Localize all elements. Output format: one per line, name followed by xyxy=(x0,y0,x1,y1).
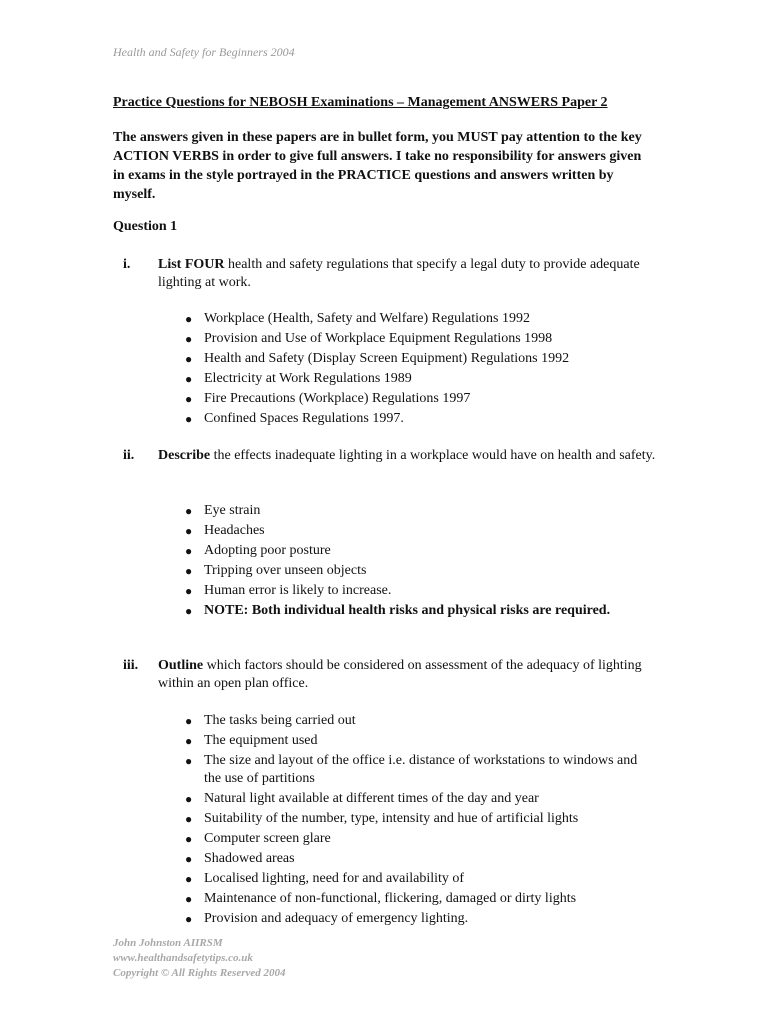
bullet-icon: ● xyxy=(185,754,193,768)
bullet-icon: ● xyxy=(185,352,193,366)
list-item: ● Health and Safety (Display Screen Equipment) Regulations 1992 xyxy=(185,351,570,366)
list-item: ● Maintenance of non-functional, flickering, damaged or dirty lights xyxy=(185,891,577,906)
list-item: ● Workplace (Health, Safety and Welfare) Regulations 1992 xyxy=(185,311,530,326)
bullet-icon: ● xyxy=(185,412,193,426)
bullet-icon: ● xyxy=(185,544,193,558)
bullet-icon: ● xyxy=(185,584,193,598)
list-item: ● Confined Spaces Regulations 1997. xyxy=(185,411,404,426)
list-item: ● Computer screen glare xyxy=(185,831,331,846)
footer-copyright: Copyright © All Rights Reserved 2004 xyxy=(113,967,286,979)
running-header: Health and Safety for Beginners 2004 xyxy=(113,45,295,59)
list-item: ● Adopting poor posture xyxy=(185,543,331,558)
subquestion-number: i. xyxy=(123,257,131,272)
list-item: ● Natural light available at different times of the day and year xyxy=(185,791,539,806)
bullet-icon: ● xyxy=(185,852,193,866)
bullet-icon: ● xyxy=(185,832,193,846)
list-item: ● Suitability of the number, type, intensity and hue of artificial lights xyxy=(185,811,579,826)
subquestion-body: health and safety regulations that specify a legal duty to provide adequate lighting at work. xyxy=(158,257,640,290)
list-item: ● Tripping over unseen objects xyxy=(185,563,367,578)
list-item-note: ● NOTE: Both individual health risks and physical risks are required. xyxy=(185,603,611,618)
bullet-icon: ● xyxy=(185,504,193,518)
subquestion-body: the effects inadequate lighting in a workplace would have on health and safety. xyxy=(210,448,656,463)
bullet-icon: ● xyxy=(185,812,193,826)
subquestion-body: which factors should be considered on assessment of the adequacy of lighting within an open plan office. xyxy=(158,658,642,691)
list-item: ● Provision and adequacy of emergency lighting. xyxy=(185,911,469,926)
subquestion-text xyxy=(158,657,658,693)
bullet-icon: ● xyxy=(185,312,193,326)
action-verb: Describe xyxy=(158,448,211,463)
bullet-icon: ● xyxy=(185,524,193,538)
list-item: ● Eye strain xyxy=(185,503,261,518)
subquestion-number: iii. xyxy=(123,658,139,673)
bullet-icon: ● xyxy=(185,372,193,386)
list-item: ● Fire Precautions (Workplace) Regulations 1997 xyxy=(185,391,471,406)
question-heading: Question 1 xyxy=(113,219,178,234)
running-footer xyxy=(113,936,286,981)
answer-list-1 xyxy=(185,310,655,430)
bullet-icon: ● xyxy=(185,564,193,578)
subquestion-number: ii. xyxy=(123,448,135,463)
bullet-icon: ● xyxy=(185,872,193,886)
bullet-icon: ● xyxy=(185,912,193,926)
bullet-icon: ● xyxy=(185,792,193,806)
footer-website-link[interactable]: www.healthandsafetytips.co.uk xyxy=(113,952,253,964)
list-item: ● The equipment used xyxy=(185,733,318,748)
subquestion-text xyxy=(158,447,658,465)
bullet-icon: ● xyxy=(185,604,193,618)
bullet-icon: ● xyxy=(185,734,193,748)
action-verb: List FOUR xyxy=(158,257,225,272)
list-item: ● Human error is likely to increase. xyxy=(185,583,392,598)
list-item: ● Electricity at Work Regulations 1989 xyxy=(185,371,412,386)
answer-list-3 xyxy=(185,712,655,930)
bullet-icon: ● xyxy=(185,392,193,406)
document-title: Practice Questions for NEBOSH Examinations – Management ANSWERS Paper 2 xyxy=(113,95,608,110)
bullet-icon: ● xyxy=(185,714,193,728)
answer-list-2 xyxy=(185,502,655,622)
list-item: ● Shadowed areas xyxy=(185,851,295,866)
list-item: ● Localised lighting, need for and availability of xyxy=(185,871,465,886)
list-item: ● Provision and Use of Workplace Equipment Regulations 1998 xyxy=(185,331,553,346)
bullet-icon: ● xyxy=(185,892,193,906)
list-item: ● The size and layout of the office i.e. distance of workstations to windows and the use of partitions xyxy=(185,753,638,786)
bullet-icon: ● xyxy=(185,332,193,346)
intro-paragraph: The answers given in these papers are in bullet form, you MUST pay attention to the key ACTION VERBS in order to give full answers. I take no responsibility for answers given in exams in the style portrayed in the PRACTICE questions and answers written by myself. xyxy=(113,130,642,202)
subquestion-text xyxy=(158,256,658,292)
footer-author: John Johnston AIIRSM xyxy=(113,937,223,949)
list-item: ● The tasks being carried out xyxy=(185,713,356,728)
list-item: ● Headaches xyxy=(185,523,265,538)
action-verb: Outline xyxy=(158,658,204,673)
